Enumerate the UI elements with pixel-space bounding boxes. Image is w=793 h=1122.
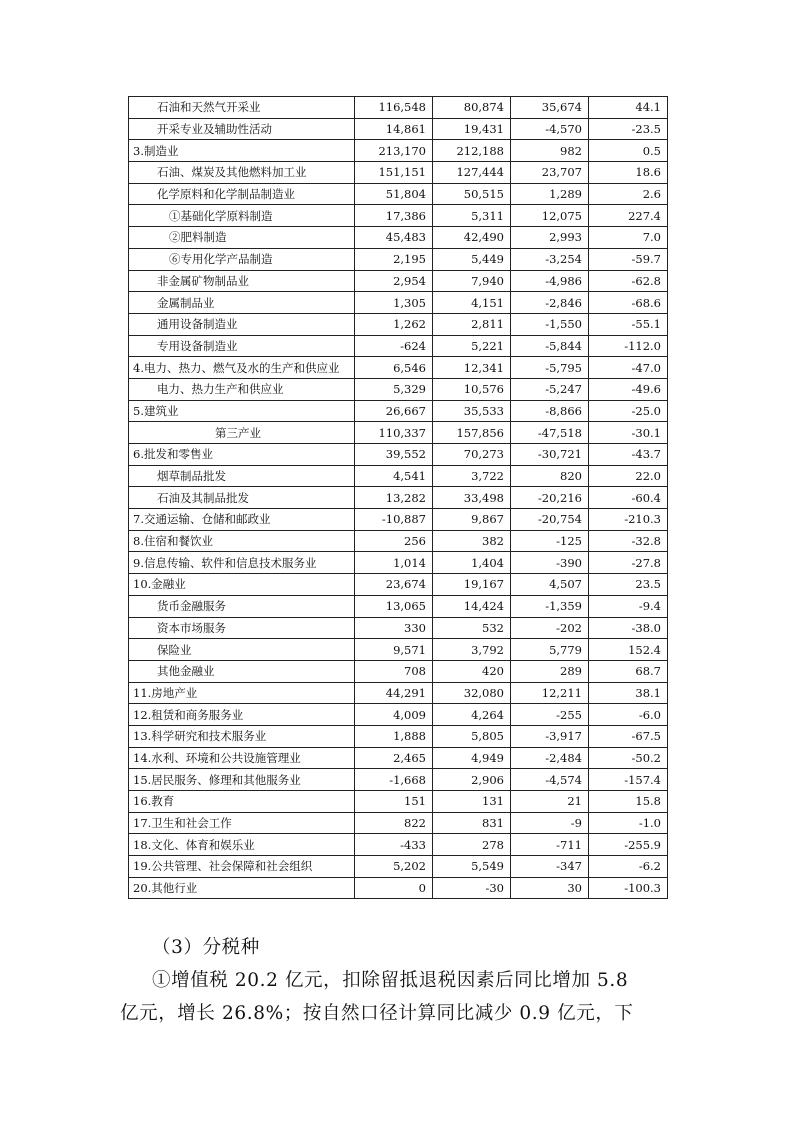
- value-cell-col2: 33,498: [433, 487, 511, 509]
- industry-name-cell: 4.电力、热力、燃气及水的生产和供应业: [129, 357, 355, 379]
- value-cell-col4: -210.3: [589, 509, 668, 531]
- table-row: [129, 791, 668, 813]
- industry-name-cell: 20.其他行业: [129, 877, 355, 899]
- value-cell-col3: 4,507: [511, 574, 589, 596]
- value-cell-col1: 5,329: [355, 378, 433, 400]
- value-cell-col1: 9,571: [355, 639, 433, 661]
- value-cell-col1: 256: [355, 530, 433, 552]
- table-body: [129, 97, 668, 899]
- value-cell-col3: -4,574: [511, 769, 589, 791]
- value-cell-col4: -62.8: [589, 270, 668, 292]
- value-cell-col3: -5,844: [511, 335, 589, 357]
- value-cell-col2: 10,576: [433, 378, 511, 400]
- value-cell-col1: 822: [355, 812, 433, 834]
- value-cell-col4: 0.5: [589, 140, 668, 162]
- value-cell-col1: 51,804: [355, 183, 433, 205]
- industry-name-cell: 非金属矿物制品业: [129, 270, 355, 292]
- industry-name-cell: 13.科学研究和技术服务业: [129, 725, 355, 747]
- table-row: [129, 509, 668, 531]
- value-cell-col3: 30: [511, 877, 589, 899]
- value-cell-col3: -4,570: [511, 118, 589, 140]
- value-cell-col4: -47.0: [589, 357, 668, 379]
- table-row: [129, 313, 668, 335]
- value-cell-col1: 4,541: [355, 465, 433, 487]
- value-cell-col1: 1,305: [355, 292, 433, 314]
- table-row: [129, 140, 668, 162]
- value-cell-col3: -1,550: [511, 313, 589, 335]
- industry-name-cell: 14.水利、环境和公共设施管理业: [129, 747, 355, 769]
- table-row: [129, 357, 668, 379]
- value-cell-col2: 9,867: [433, 509, 511, 531]
- table-row: [129, 292, 668, 314]
- value-cell-col3: -3,917: [511, 725, 589, 747]
- table-row: [129, 552, 668, 574]
- industry-name-cell: 烟草制品批发: [129, 465, 355, 487]
- value-cell-col4: 18.6: [589, 162, 668, 184]
- value-cell-col4: -25.0: [589, 400, 668, 422]
- value-cell-col4: 38.1: [589, 682, 668, 704]
- table-row: [129, 834, 668, 856]
- value-cell-col3: -347: [511, 856, 589, 878]
- value-cell-col1: 213,170: [355, 140, 433, 162]
- value-cell-col2: 831: [433, 812, 511, 834]
- value-cell-col1: 116,548: [355, 97, 433, 119]
- value-cell-col4: 23.5: [589, 574, 668, 596]
- value-cell-col3: -8,866: [511, 400, 589, 422]
- value-cell-col2: -30: [433, 877, 511, 899]
- value-cell-col3: 12,075: [511, 205, 589, 227]
- table-row: [129, 487, 668, 509]
- value-cell-col3: -1,359: [511, 595, 589, 617]
- value-cell-col3: -30,721: [511, 444, 589, 466]
- industry-name-cell: 保险业: [129, 639, 355, 661]
- value-cell-col3: 5,779: [511, 639, 589, 661]
- industry-name-cell: ①基础化学原料制造: [129, 205, 355, 227]
- value-cell-col2: 127,444: [433, 162, 511, 184]
- value-cell-col4: -38.0: [589, 617, 668, 639]
- value-cell-col4: 15.8: [589, 791, 668, 813]
- value-cell-col1: 151,151: [355, 162, 433, 184]
- table-row: [129, 660, 668, 682]
- industry-name-cell: 5.建筑业: [129, 400, 355, 422]
- paragraph-line-2: 亿元，增长 26.8%；按自然口径计算同比减少 0.9 亿元，下: [120, 1003, 634, 1024]
- value-cell-col3: -390: [511, 552, 589, 574]
- table-row: [129, 162, 668, 184]
- value-cell-col2: 532: [433, 617, 511, 639]
- value-cell-col3: 21: [511, 791, 589, 813]
- industry-name-cell: 7.交通运输、仓储和邮政业: [129, 509, 355, 531]
- value-cell-col2: 420: [433, 660, 511, 682]
- table-row: [129, 574, 668, 596]
- value-cell-col3: -5,795: [511, 357, 589, 379]
- industry-name-cell: 资本市场服务: [129, 617, 355, 639]
- table-row: [129, 335, 668, 357]
- value-cell-col3: -2,484: [511, 747, 589, 769]
- value-cell-col2: 12,341: [433, 357, 511, 379]
- value-cell-col3: 982: [511, 140, 589, 162]
- value-cell-col2: 35,533: [433, 400, 511, 422]
- value-cell-col1: 13,282: [355, 487, 433, 509]
- industry-name-cell: 8.住宿和餐饮业: [129, 530, 355, 552]
- value-cell-col4: -43.7: [589, 444, 668, 466]
- value-cell-col4: -68.6: [589, 292, 668, 314]
- table-row: [129, 444, 668, 466]
- table-row: [129, 530, 668, 552]
- industry-name-cell: 10.金融业: [129, 574, 355, 596]
- value-cell-col4: -60.4: [589, 487, 668, 509]
- value-cell-col2: 4,264: [433, 704, 511, 726]
- table-row: [129, 725, 668, 747]
- table-row: [129, 639, 668, 661]
- table-row: [129, 183, 668, 205]
- value-cell-col2: 157,856: [433, 422, 511, 444]
- industry-name-cell: 15.居民服务、修理和其他服务业: [129, 769, 355, 791]
- value-cell-col2: 42,490: [433, 227, 511, 249]
- value-cell-col1: 2,195: [355, 248, 433, 270]
- value-cell-col4: 68.7: [589, 660, 668, 682]
- value-cell-col2: 382: [433, 530, 511, 552]
- table-row: [129, 856, 668, 878]
- industry-name-cell: 6.批发和零售业: [129, 444, 355, 466]
- value-cell-col2: 5,221: [433, 335, 511, 357]
- value-cell-col3: 289: [511, 660, 589, 682]
- value-cell-col3: -5,247: [511, 378, 589, 400]
- value-cell-col2: 1,404: [433, 552, 511, 574]
- value-cell-col4: -157.4: [589, 769, 668, 791]
- value-cell-col4: -55.1: [589, 313, 668, 335]
- value-cell-col1: 1,262: [355, 313, 433, 335]
- value-cell-col1: -1,668: [355, 769, 433, 791]
- value-cell-col2: 80,874: [433, 97, 511, 119]
- industry-name-cell: 11.房地产业: [129, 682, 355, 704]
- industry-name-cell: 通用设备制造业: [129, 313, 355, 335]
- value-cell-col4: 227.4: [589, 205, 668, 227]
- table-row: [129, 595, 668, 617]
- value-cell-col1: 0: [355, 877, 433, 899]
- value-cell-col3: 23,707: [511, 162, 589, 184]
- value-cell-col1: 39,552: [355, 444, 433, 466]
- value-cell-col2: 32,080: [433, 682, 511, 704]
- value-cell-col1: 151: [355, 791, 433, 813]
- value-cell-col3: 12,211: [511, 682, 589, 704]
- industry-name-cell: 化学原料和化学制品制造业: [129, 183, 355, 205]
- value-cell-col1: 23,674: [355, 574, 433, 596]
- value-cell-col4: -9.4: [589, 595, 668, 617]
- value-cell-col2: 212,188: [433, 140, 511, 162]
- value-cell-col1: 44,291: [355, 682, 433, 704]
- value-cell-col1: 5,202: [355, 856, 433, 878]
- industry-name-cell: 17.卫生和社会工作: [129, 812, 355, 834]
- value-cell-col4: -30.1: [589, 422, 668, 444]
- industry-name-cell: 9.信息传输、软件和信息技术服务业: [129, 552, 355, 574]
- tax-revenue-table: [128, 96, 668, 899]
- value-cell-col1: 1,014: [355, 552, 433, 574]
- value-cell-col3: -125: [511, 530, 589, 552]
- value-cell-col4: -27.8: [589, 552, 668, 574]
- value-cell-col1: 330: [355, 617, 433, 639]
- value-cell-col4: 7.0: [589, 227, 668, 249]
- value-cell-col4: -255.9: [589, 834, 668, 856]
- table-row: [129, 270, 668, 292]
- table-row: [129, 812, 668, 834]
- industry-name-cell: 电力、热力生产和供应业: [129, 378, 355, 400]
- value-cell-col3: -20,216: [511, 487, 589, 509]
- table-row: [129, 704, 668, 726]
- industry-name-cell: 专用设备制造业: [129, 335, 355, 357]
- value-cell-col4: -49.6: [589, 378, 668, 400]
- value-cell-col3: -4,986: [511, 270, 589, 292]
- industry-name-cell: 3.制造业: [129, 140, 355, 162]
- table-row: [129, 378, 668, 400]
- value-cell-col2: 19,431: [433, 118, 511, 140]
- value-cell-col3: 1,289: [511, 183, 589, 205]
- value-cell-col2: 5,311: [433, 205, 511, 227]
- value-cell-col1: 110,337: [355, 422, 433, 444]
- value-cell-col3: 820: [511, 465, 589, 487]
- value-cell-col4: -23.5: [589, 118, 668, 140]
- value-cell-col2: 50,515: [433, 183, 511, 205]
- value-cell-col2: 7,940: [433, 270, 511, 292]
- industry-name-cell: 石油和天然气开采业: [129, 97, 355, 119]
- value-cell-col1: 45,483: [355, 227, 433, 249]
- value-cell-col3: -255: [511, 704, 589, 726]
- value-cell-col3: -202: [511, 617, 589, 639]
- value-cell-col2: 70,273: [433, 444, 511, 466]
- value-cell-col3: 35,674: [511, 97, 589, 119]
- industry-name-cell: 第三产业: [129, 422, 355, 444]
- industry-name-cell: ②肥料制造: [129, 227, 355, 249]
- value-cell-col4: -32.8: [589, 530, 668, 552]
- value-cell-col3: -9: [511, 812, 589, 834]
- industry-name-cell: 金属制品业: [129, 292, 355, 314]
- paragraph-line-1: ①增值税 20.2 亿元，扣除留抵退税因素后同比增加 5.8: [152, 970, 629, 991]
- industry-name-cell: 开采专业及辅助性活动: [129, 118, 355, 140]
- value-cell-col4: -112.0: [589, 335, 668, 357]
- value-cell-col1: -433: [355, 834, 433, 856]
- value-cell-col4: 22.0: [589, 465, 668, 487]
- value-cell-col2: 5,805: [433, 725, 511, 747]
- value-cell-col1: 1,888: [355, 725, 433, 747]
- value-cell-col2: 5,449: [433, 248, 511, 270]
- value-cell-col2: 5,549: [433, 856, 511, 878]
- industry-name-cell: 19.公共管理、社会保障和社会组织: [129, 856, 355, 878]
- table-row: [129, 205, 668, 227]
- value-cell-col4: 44.1: [589, 97, 668, 119]
- table-row: [129, 465, 668, 487]
- value-cell-col3: -3,254: [511, 248, 589, 270]
- value-cell-col1: -10,887: [355, 509, 433, 531]
- value-cell-col1: 4,009: [355, 704, 433, 726]
- value-cell-col4: -1.0: [589, 812, 668, 834]
- table-row: [129, 877, 668, 899]
- value-cell-col4: -6.0: [589, 704, 668, 726]
- value-cell-col1: 708: [355, 660, 433, 682]
- table-row: [129, 769, 668, 791]
- table-row: [129, 97, 668, 119]
- value-cell-col1: -624: [355, 335, 433, 357]
- value-cell-col2: 4,151: [433, 292, 511, 314]
- value-cell-col4: -6.2: [589, 856, 668, 878]
- value-cell-col2: 278: [433, 834, 511, 856]
- table-row: [129, 422, 668, 444]
- value-cell-col4: 2.6: [589, 183, 668, 205]
- value-cell-col1: 14,861: [355, 118, 433, 140]
- value-cell-col2: 2,906: [433, 769, 511, 791]
- table-row: [129, 118, 668, 140]
- value-cell-col1: 6,546: [355, 357, 433, 379]
- value-cell-col3: -20,754: [511, 509, 589, 531]
- table-row: [129, 227, 668, 249]
- industry-name-cell: 货币金融服务: [129, 595, 355, 617]
- value-cell-col4: 152.4: [589, 639, 668, 661]
- value-cell-col4: -100.3: [589, 877, 668, 899]
- industry-name-cell: 12.租赁和商务服务业: [129, 704, 355, 726]
- value-cell-col2: 131: [433, 791, 511, 813]
- industry-name-cell: 16.教育: [129, 791, 355, 813]
- value-cell-col4: -50.2: [589, 747, 668, 769]
- industry-name-cell: 石油、煤炭及其他燃料加工业: [129, 162, 355, 184]
- value-cell-col3: -47,518: [511, 422, 589, 444]
- value-cell-col2: 14,424: [433, 595, 511, 617]
- value-cell-col1: 17,386: [355, 205, 433, 227]
- table-row: [129, 617, 668, 639]
- value-cell-col4: -67.5: [589, 725, 668, 747]
- value-cell-col3: 2,993: [511, 227, 589, 249]
- value-cell-col2: 2,811: [433, 313, 511, 335]
- table-row: [129, 682, 668, 704]
- industry-name-cell: 18.文化、体育和娱乐业: [129, 834, 355, 856]
- table-row: [129, 248, 668, 270]
- value-cell-col1: 2,954: [355, 270, 433, 292]
- table-row: [129, 747, 668, 769]
- industry-name-cell: ⑥专用化学产品制造: [129, 248, 355, 270]
- value-cell-col3: -711: [511, 834, 589, 856]
- value-cell-col2: 3,722: [433, 465, 511, 487]
- value-cell-col2: 4,949: [433, 747, 511, 769]
- value-cell-col1: 26,667: [355, 400, 433, 422]
- section-heading: （3）分税种: [152, 937, 260, 958]
- industry-name-cell: 石油及其制品批发: [129, 487, 355, 509]
- value-cell-col3: -2,846: [511, 292, 589, 314]
- table-row: [129, 400, 668, 422]
- industry-name-cell: 其他金融业: [129, 660, 355, 682]
- value-cell-col2: 3,792: [433, 639, 511, 661]
- value-cell-col2: 19,167: [433, 574, 511, 596]
- value-cell-col1: 13,065: [355, 595, 433, 617]
- value-cell-col4: -59.7: [589, 248, 668, 270]
- value-cell-col1: 2,465: [355, 747, 433, 769]
